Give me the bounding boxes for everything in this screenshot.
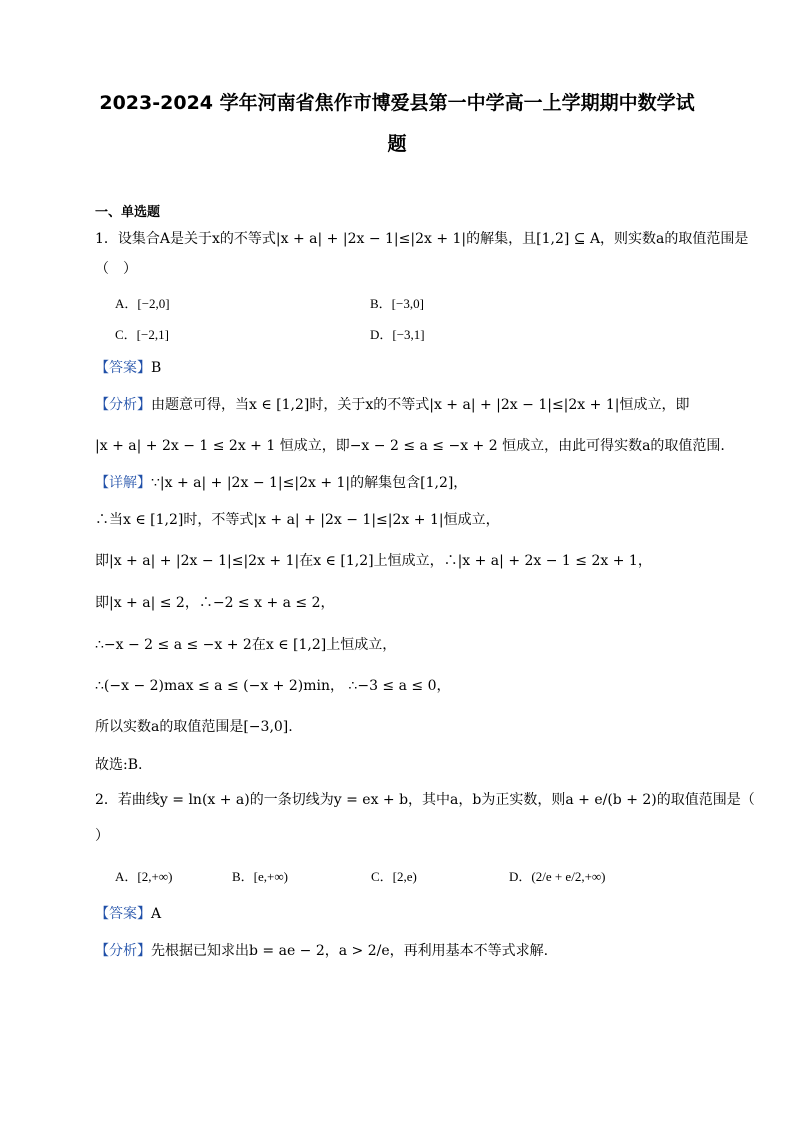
- q1-detail-line-2: ∴当x ∈ [1,2]时，不等式|x + a| + |2x − 1|≤|2x + 1|恒成立，: [95, 512, 500, 528]
- q1-option-a-text: [−2,0]: [137, 296, 170, 311]
- q1-answer-value: B: [151, 360, 162, 376]
- q1-stem-bracket: （ ）: [95, 261, 137, 277]
- q1-analysis-text: 由题意可得，当x ∈ [1,2]时，关于x的不等式|x + a| + |2x − 1|≤|2x + 1|恒成立，即: [151, 397, 690, 413]
- q2-answer: [95, 904, 161, 924]
- q2-option-b-text: [e,+∞): [253, 869, 288, 884]
- q2-option-d-letter: D．: [509, 869, 532, 884]
- q2-option-c-text: [2,e): [392, 869, 417, 884]
- q2-stem: 2．若曲线y = ln(x + a)的一条切线为y = ex + b，其中a，b为正实数，则a + e/(b + 2)的取值范围是（: [95, 792, 755, 808]
- q1-detail-line-8: 故选:B.: [95, 757, 143, 773]
- q1-option-d-letter: D．: [370, 327, 393, 342]
- q1-option-c: [115, 324, 169, 343]
- q2-answer-tag: 【答案】: [95, 906, 151, 922]
- q1-detail: [95, 473, 467, 493]
- q1-option-b: [370, 293, 424, 312]
- q1-option-b-letter: B．: [370, 296, 392, 311]
- q1-detail-line-5: ∴−x − 2 ≤ a ≤ −x + 2在x ∈ [1,2]上恒成立，: [95, 637, 397, 653]
- q1-option-d-text: [−3,1]: [392, 327, 425, 342]
- q2-analysis-text: 先根据已知求出b = ae − 2，a > 2/e，再利用基本不等式求解.: [151, 943, 549, 959]
- q2-option-a-letter: A．: [115, 869, 138, 884]
- q1-detail-line-3: 即|x + a| + |2x − 1|≤|2x + 1|在x ∈ [1,2]上恒成立，∴|x + a| + 2x − 1 ≤ 2x + 1，: [95, 553, 652, 569]
- q1-stem: 1．设集合A是关于x的不等式|x + a| + |2x − 1|≤|2x + 1|的解集，且[1,2] ⊆ A，则实数a的取值范围是: [95, 231, 749, 247]
- q2-answer-value: A: [151, 906, 162, 922]
- q1-option-a-letter: A．: [115, 296, 138, 311]
- page-title-line-1: 2023-2024 学年河南省焦作市博爱县第一中学高一上学期期中数学试: [99, 92, 695, 114]
- q2-option-a-text: [2,+∞): [137, 869, 173, 884]
- q1-answer-tag: 【答案】: [95, 360, 151, 376]
- q1-option-d: [370, 324, 425, 343]
- q1-option-a: [115, 293, 170, 312]
- q2-analysis: [95, 941, 548, 961]
- q1-option-b-text: [−3,0]: [391, 296, 424, 311]
- q1-detail-line-7: 所以实数a的取值范围是[−3,0].: [95, 719, 293, 735]
- q1-answer: [95, 358, 161, 378]
- q2-option-b: [232, 866, 288, 885]
- section-heading: 一、单选题: [95, 205, 161, 220]
- q1-analysis-cont: |x + a| + 2x − 1 ≤ 2x + 1 恒成立，即−x − 2 ≤ a ≤ −x + 2 恒成立，由此可得实数a的取值范围.: [95, 438, 725, 454]
- q1-option-c-letter: C．: [115, 327, 137, 342]
- q2-option-c: [371, 866, 417, 885]
- q1-detail-line-6: ∴(−x − 2)max ≤ a ≤ (−x + 2)min， ∴−3 ≤ a ≤ 0，: [95, 678, 451, 694]
- q1-detail-tag: 【详解】: [95, 475, 151, 491]
- q2-option-d-text: (2/e + e/2,+∞): [531, 869, 606, 884]
- q1-analysis-tag: 【分析】: [95, 397, 151, 413]
- q2-analysis-tag: 【分析】: [95, 943, 151, 959]
- q1-detail-line-4: 即|x + a| ≤ 2，∴−2 ≤ x + a ≤ 2，: [95, 595, 335, 611]
- q2-option-d: [509, 866, 606, 885]
- q2-option-c-letter: C．: [371, 869, 393, 884]
- q1-analysis: [95, 395, 689, 415]
- q2-stem-bracket: ）: [95, 828, 109, 844]
- q2-option-a: [115, 866, 172, 885]
- q1-detail-line-1: ∵|x + a| + |2x − 1|≤|2x + 1|的解集包含[1,2]，: [151, 475, 468, 491]
- page-title-line-2: 题: [387, 133, 407, 155]
- q1-option-c-text: [−2,1]: [136, 327, 169, 342]
- q2-option-b-letter: B．: [232, 869, 254, 884]
